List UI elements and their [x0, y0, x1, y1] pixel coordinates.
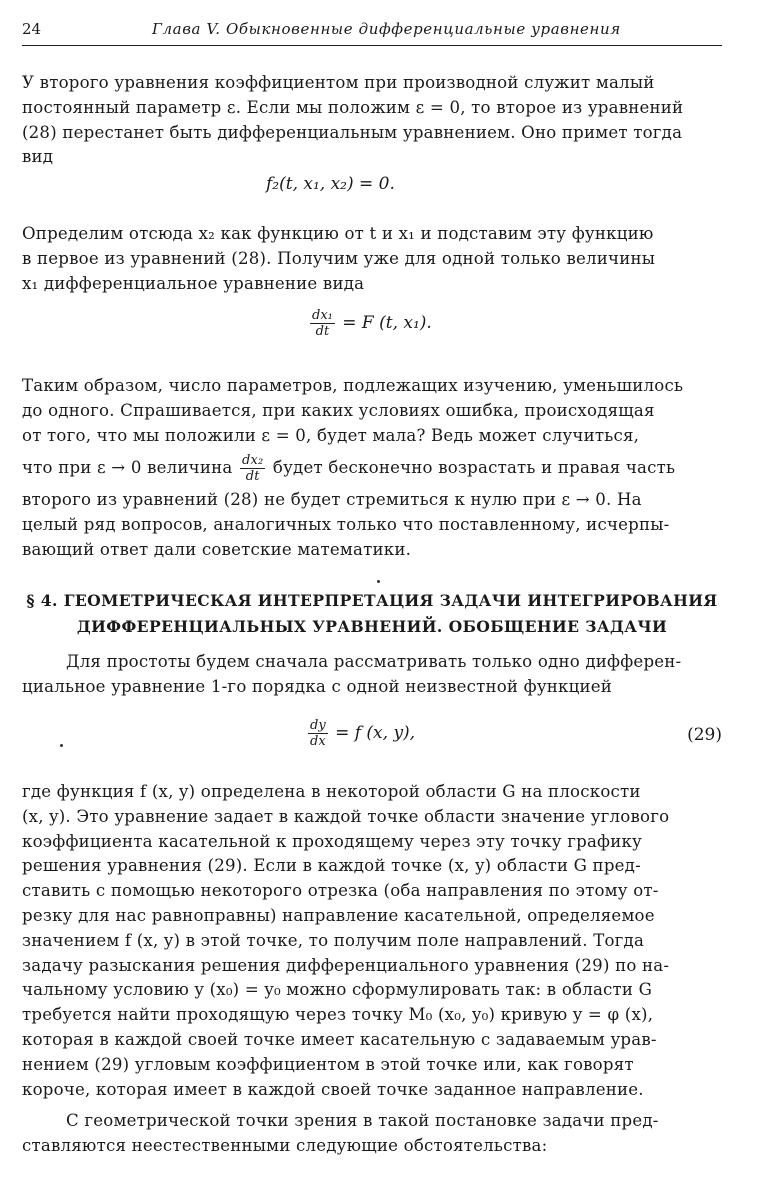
- fraction: [240, 453, 265, 484]
- text-line: вид: [22, 147, 54, 167]
- text-line: от того, что мы положили ε = 0, будет мала? Ведь может случиться,: [22, 425, 640, 445]
- equation-number: (29): [687, 725, 722, 745]
- paragraph-2: [22, 222, 722, 296]
- text-line: резку для нас равноправны) направление касательной, определяемое: [22, 905, 655, 925]
- fraction: [308, 718, 328, 749]
- text-line: (28) перестанет быть дифференциальным уравнением. Оно примет тогда: [22, 122, 683, 142]
- text-line: до одного. Спрашивается, при каких условиях ошибка, происходящая: [22, 400, 655, 420]
- print-speck: [377, 580, 380, 583]
- text-line: циальное уравнение 1-го порядка с одной неизвестной функцией: [22, 676, 613, 696]
- text-line: задачу разыскания решения дифференциального уравнения (29) по на-: [22, 955, 670, 975]
- text-line: нением (29) угловым коэффициентом в этой точке или, как говорят: [22, 1054, 634, 1074]
- print-speck: [60, 744, 63, 747]
- text-line: решения уравнения (29). Если в каждой точке (x, y) области G пред-: [22, 856, 641, 876]
- text-line: С геометрической точки зрения в такой постановке задачи пред-: [66, 1111, 659, 1130]
- fraction-numerator: dx₂: [241, 453, 264, 469]
- paragraph-6: [22, 1109, 722, 1159]
- text-line: коэффициента касательной к проходящему через эту точку графику: [22, 831, 643, 851]
- fraction-denominator: dx: [310, 734, 326, 749]
- text-line: x₁ дифференциальное уравнение вида: [22, 273, 365, 293]
- text-line: требуется найти проходящую через точку M₀ (x₀, y₀) кривую y = φ (x),: [22, 1005, 654, 1025]
- equation-f2: f₂(t, x₁, x₂) = 0.: [266, 174, 395, 194]
- text-fragment: будет бесконечно возрастать и правая часть: [272, 458, 676, 478]
- text-line: Таким образом, число параметров, подлежащих изучению, уменьшилось: [22, 376, 684, 395]
- equation-rhs: = f (x, y),: [335, 723, 416, 743]
- text-line: чальному условию y (x₀) = y₀ можно сформулировать так: в области G: [22, 980, 653, 1000]
- fraction-denominator: dt: [315, 324, 330, 339]
- text-line: постоянный параметр ε. Если мы положим ε = 0, то второе из уравнений: [22, 97, 684, 117]
- running-title: Глава V. Обыкновенные дифференциальные уравнения: [152, 20, 621, 38]
- section-heading-line: ДИФФЕРЕНЦИАЛЬНЫХ УРАВНЕНИЙ. ОБОБЩЕНИЕ ЗАДАЧИ: [76, 617, 668, 636]
- text-fragment: что при ε → 0 величина: [22, 458, 233, 478]
- text-line: Определим отсюда x₂ как функцию от t и x₁ и подставим эту функцию: [22, 224, 654, 243]
- equation-dx1-dt: [308, 308, 432, 339]
- text-line: ставляются неестественными следующие обстоятельства:: [22, 1135, 548, 1155]
- equation-rhs: = F (t, x₁).: [342, 313, 432, 333]
- text-line: Для простоты будем сначала рассматривать только одно дифферен-: [66, 652, 682, 671]
- text-line: второго из уравнений (28) не будет стремиться к нулю при ε → 0. На: [22, 490, 642, 510]
- text-line-with-fraction: [22, 448, 722, 488]
- text-line: где функция f (x, y) определена в некоторой области G на плоскости: [22, 782, 641, 801]
- section-heading-line: § 4. ГЕОМЕТРИЧЕСКАЯ ИНТЕРПРЕТАЦИЯ ЗАДАЧИ ИНТЕГРИРОВАНИЯ: [26, 591, 718, 610]
- text-line: короче, которая имеет в каждой своей точке заданное направление.: [22, 1079, 644, 1099]
- text-line: которая в каждой своей точке имеет касательную с задаваемым урав-: [22, 1029, 657, 1049]
- text-line: целый ряд вопросов, аналогичных только что поставленному, исчерпы-: [22, 515, 670, 535]
- header-rule: [22, 45, 722, 46]
- paragraph-3: [22, 374, 722, 563]
- fraction-numerator: dx₁: [312, 308, 333, 323]
- text-line: в первое из уравнений (28). Получим уже для одной только величины: [22, 248, 656, 268]
- equation-dy-dx: [306, 718, 415, 749]
- text-line: значением f (x, y) в этой точке, то получим поле направлений. Тогда: [22, 930, 645, 950]
- text-line: ставить с помощью некоторого отрезка (оба направления по этому от-: [22, 881, 659, 901]
- paragraph-4: [22, 650, 722, 700]
- page-header: [22, 20, 722, 42]
- paragraph-5: [22, 780, 722, 1102]
- text-line: У второго уравнения коэффициентом при производной служит малый: [22, 73, 655, 92]
- fraction-numerator: dy: [310, 718, 326, 733]
- page-number: 24: [22, 20, 42, 38]
- text-line: (x, y). Это уравнение задает в каждой точке области значение углового: [22, 806, 670, 826]
- section-heading: [22, 588, 722, 640]
- text-line: вающий ответ дали советские математики.: [22, 539, 412, 559]
- paragraph-1: [22, 71, 722, 170]
- fraction-denominator: dt: [245, 469, 260, 485]
- fraction: [310, 308, 335, 339]
